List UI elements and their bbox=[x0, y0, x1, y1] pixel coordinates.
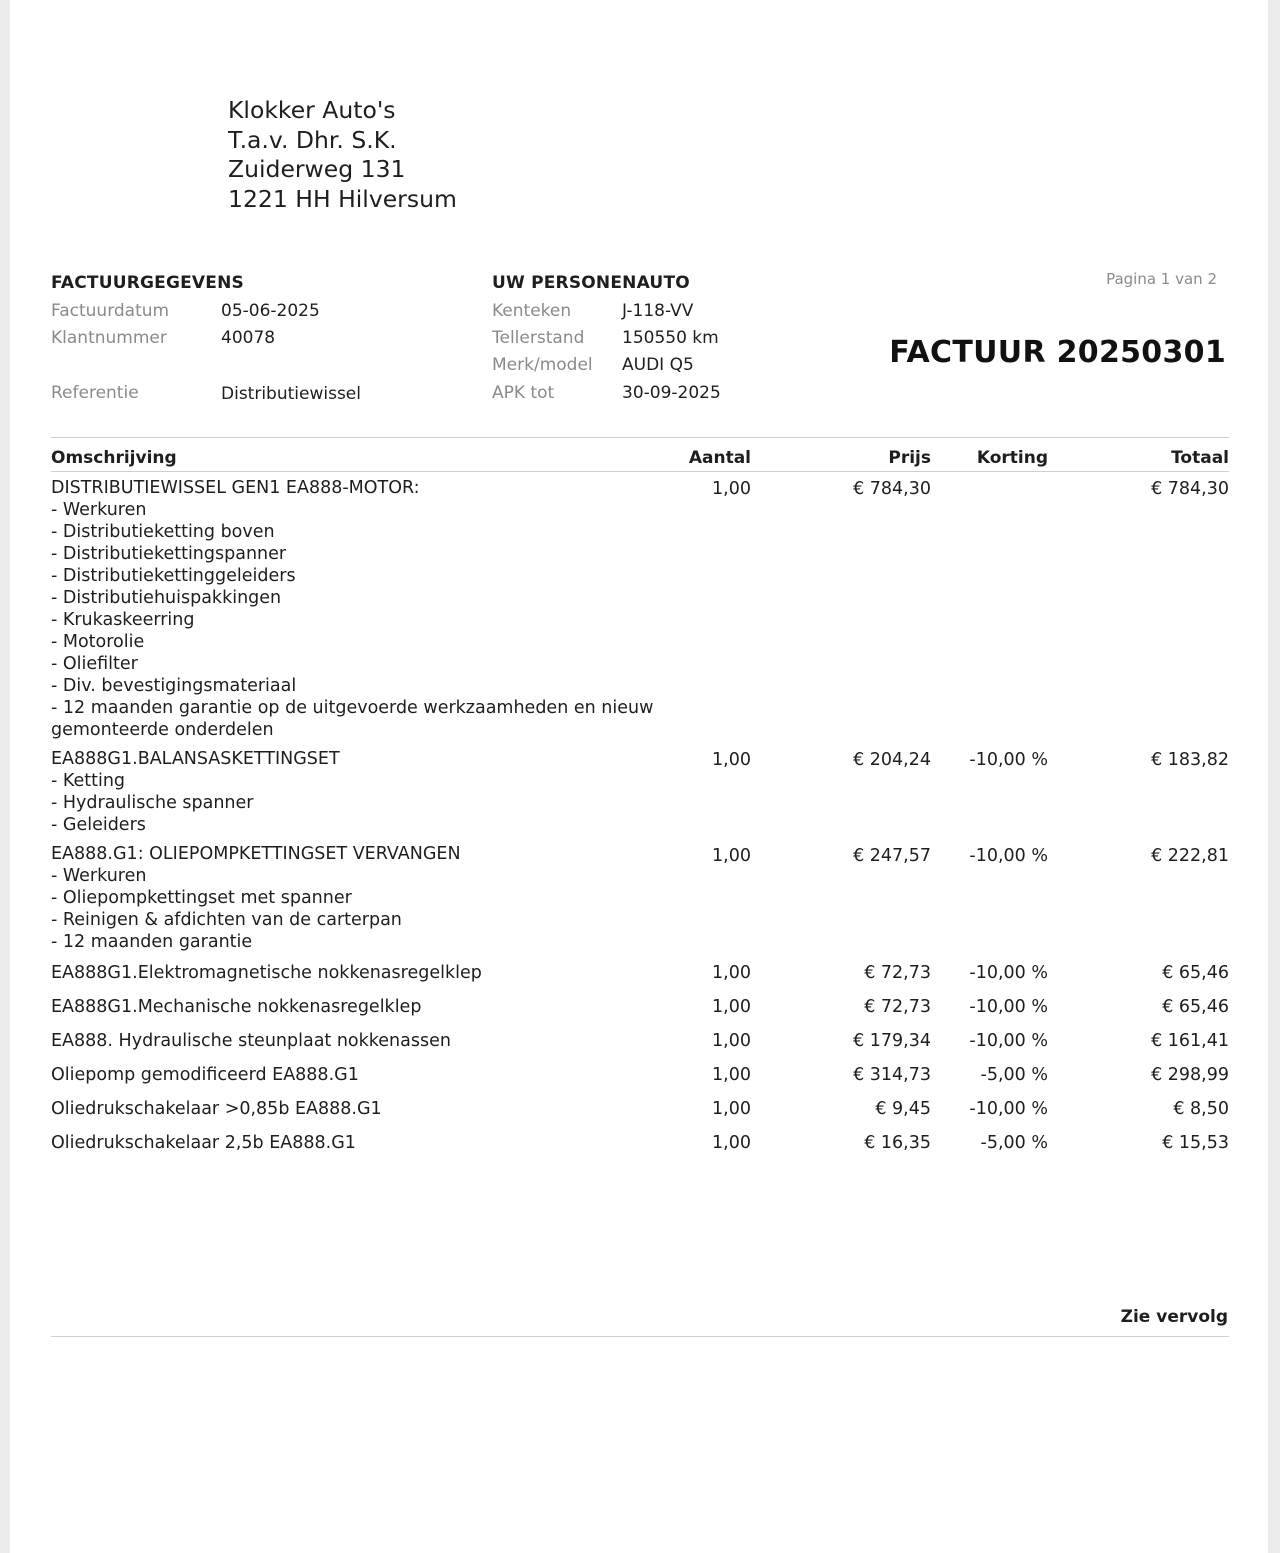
row-line: - Oliefilter bbox=[51, 654, 138, 674]
row-price: € 72,73 bbox=[864, 963, 931, 983]
row-price: € 9,45 bbox=[875, 1099, 931, 1119]
row-line: Oliedrukschakelaar >0,85b EA888.G1 bbox=[51, 1099, 382, 1119]
row-line: Oliedrukschakelaar 2,5b EA888.G1 bbox=[51, 1133, 356, 1153]
row-discount: -10,00 % bbox=[969, 1031, 1048, 1051]
reference-value: Distributiewissel bbox=[221, 384, 361, 404]
row-price: € 16,35 bbox=[864, 1133, 931, 1153]
table-row-description bbox=[51, 996, 671, 1018]
odometer-value: 150550 km bbox=[622, 328, 719, 348]
header-discount: Korting bbox=[976, 448, 1048, 468]
table-row-description bbox=[51, 1064, 671, 1086]
apk-value: 30-09-2025 bbox=[622, 383, 721, 403]
row-quantity: 1,00 bbox=[712, 963, 751, 983]
row-quantity: 1,00 bbox=[712, 1065, 751, 1085]
row-total: € 8,50 bbox=[1173, 1099, 1229, 1119]
row-line: - Hydraulische spanner bbox=[51, 793, 254, 813]
row-price: € 247,57 bbox=[853, 846, 931, 866]
row-line: - Werkuren bbox=[51, 500, 147, 520]
row-total: € 183,82 bbox=[1151, 750, 1229, 770]
customer-number-value: 40078 bbox=[221, 328, 276, 348]
row-quantity: 1,00 bbox=[712, 846, 751, 866]
row-quantity: 1,00 bbox=[712, 997, 751, 1017]
row-discount: -5,00 % bbox=[980, 1133, 1048, 1153]
plate-value: J-118-VV bbox=[622, 301, 694, 321]
row-line: - Werkuren bbox=[51, 866, 147, 886]
row-line: - Distributieketting boven bbox=[51, 522, 275, 542]
row-discount: -5,00 % bbox=[980, 1065, 1048, 1085]
address-line-attention: T.a.v. Dhr. S.K. bbox=[228, 125, 397, 154]
address-line-company: Klokker Auto's bbox=[228, 96, 396, 124]
invoice-title: FACTUUR 20250301 bbox=[889, 335, 1226, 370]
row-total: € 15,53 bbox=[1162, 1133, 1229, 1153]
invoice-details-title: FACTUURGEGEVENS bbox=[51, 273, 244, 293]
row-line: - Geleiders bbox=[51, 815, 146, 835]
table-row-description bbox=[51, 1098, 671, 1120]
model-value: AUDI Q5 bbox=[622, 355, 694, 375]
model-label: Merk/model bbox=[492, 355, 593, 375]
row-quantity: 1,00 bbox=[712, 1099, 751, 1119]
header-price: Prijs bbox=[888, 448, 931, 468]
row-line: - 12 maanden garantie bbox=[51, 932, 253, 952]
row-total: € 222,81 bbox=[1151, 846, 1229, 866]
row-line: - 12 maanden garantie op de uitgevoerde werkzaamheden en nieuw bbox=[51, 698, 654, 718]
row-discount: -10,00 % bbox=[969, 750, 1048, 770]
row-line: - Distributiehuispakkingen bbox=[51, 588, 282, 608]
row-line: DISTRIBUTIEWISSEL GEN1 EA888-MOTOR: bbox=[51, 478, 420, 498]
plate-label: Kenteken bbox=[492, 301, 572, 321]
row-line: - Krukaskeerring bbox=[51, 610, 195, 630]
invoice-date-value: 05-06-2025 bbox=[221, 301, 320, 321]
row-price: € 784,30 bbox=[853, 479, 931, 499]
invoice-date-label: Factuurdatum bbox=[51, 301, 170, 321]
row-line: Oliepomp gemodificeerd EA888.G1 bbox=[51, 1065, 359, 1085]
recipient-address bbox=[228, 96, 457, 214]
footer-divider bbox=[51, 1336, 1229, 1337]
header-description: Omschrijving bbox=[51, 448, 177, 468]
table-row-description bbox=[51, 748, 671, 836]
row-price: € 204,24 bbox=[853, 750, 931, 770]
address-line-street: Zuiderweg 131 bbox=[228, 155, 406, 183]
row-discount: -10,00 % bbox=[969, 997, 1048, 1017]
row-quantity: 1,00 bbox=[712, 1133, 751, 1153]
customer-number-label: Klantnummer bbox=[51, 328, 167, 348]
row-total: € 298,99 bbox=[1151, 1065, 1229, 1085]
vehicle-title: UW PERSONENAUTO bbox=[492, 273, 690, 293]
table-row-description bbox=[51, 1132, 671, 1154]
row-line: - Reinigen & afdichten van de carterpan bbox=[51, 910, 402, 930]
row-line: - Motorolie bbox=[51, 632, 145, 652]
row-total: € 161,41 bbox=[1151, 1031, 1229, 1051]
row-line: EA888G1.Mechanische nokkenasregelklep bbox=[51, 997, 422, 1017]
row-total: € 65,46 bbox=[1162, 963, 1229, 983]
row-quantity: 1,00 bbox=[712, 1031, 751, 1051]
row-line: EA888. Hydraulische steunplaat nokkenassen bbox=[51, 1031, 451, 1051]
page-indicator: Pagina 1 van 2 bbox=[1106, 270, 1217, 288]
row-line: - Oliepompkettingset met spanner bbox=[51, 888, 352, 908]
row-price: € 72,73 bbox=[864, 997, 931, 1017]
row-line: - Div. bevestigingsmateriaal bbox=[51, 676, 297, 696]
row-line: EA888.G1: OLIEPOMPKETTINGSET VERVANGEN bbox=[51, 844, 461, 864]
row-line: - Distributiekettinggeleiders bbox=[51, 566, 296, 586]
header-quantity: Aantal bbox=[688, 448, 751, 468]
row-quantity: 1,00 bbox=[712, 479, 751, 499]
table-row-description bbox=[51, 1030, 671, 1052]
row-line: EA888G1.BALANSASKETTINGSET bbox=[51, 749, 340, 769]
row-total: € 784,30 bbox=[1151, 479, 1229, 499]
row-line: - Distributiekettingspanner bbox=[51, 544, 287, 564]
row-discount: -10,00 % bbox=[969, 1099, 1048, 1119]
table-row-description bbox=[51, 843, 671, 953]
continued-note: Zie vervolg bbox=[1120, 1307, 1228, 1327]
row-discount: -10,00 % bbox=[969, 846, 1048, 866]
apk-label: APK tot bbox=[492, 383, 555, 403]
header-total: Totaal bbox=[1171, 448, 1229, 468]
row-line: - Ketting bbox=[51, 771, 126, 791]
row-line: gemonteerde onderdelen bbox=[51, 720, 274, 740]
table-top-divider bbox=[51, 437, 1229, 438]
table-row-description bbox=[51, 477, 671, 741]
row-price: € 179,34 bbox=[853, 1031, 931, 1051]
address-line-city: 1221 HH Hilversum bbox=[228, 184, 457, 213]
invoice-page bbox=[10, 0, 1268, 1553]
row-quantity: 1,00 bbox=[712, 750, 751, 770]
odometer-label: Tellerstand bbox=[492, 328, 585, 348]
table-header-divider bbox=[51, 471, 1229, 472]
row-total: € 65,46 bbox=[1162, 997, 1229, 1017]
table-row-description bbox=[51, 962, 671, 984]
row-discount: -10,00 % bbox=[969, 963, 1048, 983]
row-price: € 314,73 bbox=[853, 1065, 931, 1085]
row-line: EA888G1.Elektromagnetische nokkenasregelklep bbox=[51, 963, 482, 983]
reference-label: Referentie bbox=[51, 383, 139, 403]
